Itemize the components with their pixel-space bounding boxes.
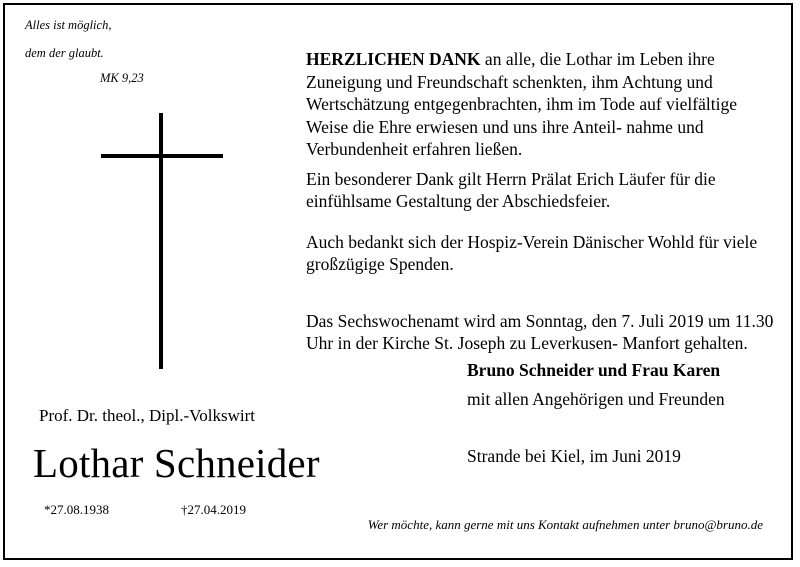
- signature-relatives: mit allen Angehörigen und Freunden: [467, 389, 725, 409]
- message-block: [306, 48, 776, 355]
- thanks-paragraph: [306, 48, 776, 161]
- thanks-heading: HERZLICHEN DANK: [306, 49, 481, 69]
- quote-line-1: Alles ist möglich,: [25, 18, 112, 32]
- mass-paragraph: Das Sechswochenamt wird am Sonntag, den 7. Juli 2019 um 11.30 Uhr in der Kirche St. Joseph zu Leverkusen- Manfort gehalten.: [306, 310, 774, 353]
- deceased-name: Lothar Schneider: [33, 440, 320, 486]
- birth-date: *27.08.1938: [44, 502, 109, 517]
- contact-line: Wer möchte, kann gerne mit uns Kontakt aufnehmen unter bruno@bruno.de: [367, 517, 763, 532]
- special-thanks-paragraph: Ein besonderer Dank gilt Herrn Prälat Erich Läufer für die einfühlsame Gestaltung der Abschiedsfeier.: [306, 168, 716, 211]
- signature-names: Bruno Schneider und Frau Karen: [467, 360, 721, 380]
- signature-place-date: Strande bei Kiel, im Juni 2019: [467, 446, 681, 466]
- quote-source: MK 9,23: [100, 71, 144, 85]
- cross-horizontal-bar: [101, 154, 223, 158]
- obituary-notice: [3, 3, 793, 560]
- cross-vertical-bar: [159, 113, 163, 369]
- deceased-title: Prof. Dr. theol., Dipl.-Volkswirt: [39, 406, 255, 425]
- thanks-text: an alle, die Lothar im Leben ihre Zuneigung und Freundschaft schenkten, ihm Achtung und Wertschätzung entgegenbrachten, ihm im Tode auf vielfältige Weise die Ehre erwiesen und uns ihre Anteil- nahme und Verbundenheit erfahren ließen.: [306, 49, 737, 159]
- hospice-paragraph: Auch bedankt sich der Hospiz-Verein Dänischer Wohld für viele großzügige Spenden.: [306, 231, 758, 274]
- death-date: †27.04.2019: [181, 502, 246, 517]
- quote-line-2: dem der glaubt.: [25, 46, 104, 60]
